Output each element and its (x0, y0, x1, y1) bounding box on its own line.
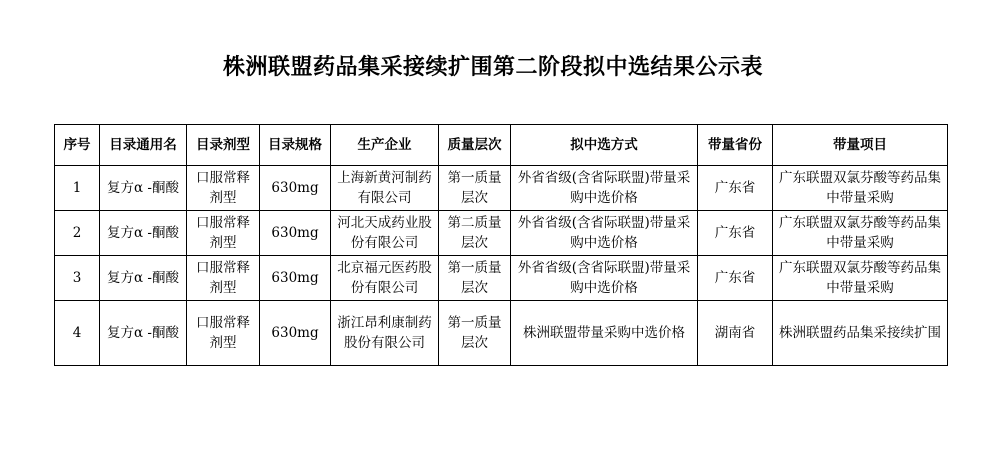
table-header-row (55, 125, 948, 166)
table-row (55, 166, 948, 211)
cell-procurement-project: 株洲联盟药品集采接续扩围 (773, 301, 948, 366)
header-quality-level: 质量层次 (439, 125, 511, 166)
cell-selection-method: 株洲联盟带量采购中选价格 (511, 301, 698, 366)
header-index: 序号 (55, 125, 100, 166)
cell-procurement-project: 广东联盟双氯芬酸等药品集中带量采购 (773, 256, 948, 301)
cell-index: 1 (55, 166, 100, 211)
cell-manufacturer: 北京福元医药股份有限公司 (331, 256, 439, 301)
cell-selection-method: 外省省级(含省际联盟)带量采购中选价格 (511, 256, 698, 301)
cell-province: 湖南省 (698, 301, 773, 366)
cell-manufacturer: 上海新黄河制药有限公司 (331, 166, 439, 211)
cell-dosage-form: 口服常释剂型 (187, 301, 260, 366)
cell-dosage-form: 口服常释剂型 (187, 256, 260, 301)
cell-quality-level: 第一质量层次 (439, 256, 511, 301)
cell-selection-method: 外省省级(含省际联盟)带量采购中选价格 (511, 211, 698, 256)
cell-manufacturer: 浙江昂利康制药股份有限公司 (331, 301, 439, 366)
cell-province: 广东省 (698, 166, 773, 211)
cell-generic-name: 复方α -酮酸 (100, 211, 187, 256)
cell-procurement-project: 广东联盟双氯芬酸等药品集中带量采购 (773, 211, 948, 256)
table-row (55, 256, 948, 301)
header-procurement-project: 带量项目 (773, 125, 948, 166)
cell-generic-name: 复方α -酮酸 (100, 301, 187, 366)
document-title: 株洲联盟药品集采接续扩围第二阶段拟中选结果公示表 (222, 55, 763, 80)
cell-province: 广东省 (698, 211, 773, 256)
header-specification: 目录规格 (260, 125, 331, 166)
cell-dosage-form: 口服常释剂型 (187, 211, 260, 256)
cell-index: 3 (55, 256, 100, 301)
cell-province: 广东省 (698, 256, 773, 301)
cell-generic-name: 复方α -酮酸 (100, 166, 187, 211)
cell-procurement-project: 广东联盟双氯芬酸等药品集中带量采购 (773, 166, 948, 211)
cell-index: 2 (55, 211, 100, 256)
cell-specification: 630mg (260, 301, 331, 366)
header-dosage-form: 目录剂型 (187, 125, 260, 166)
result-table (54, 124, 948, 366)
cell-generic-name: 复方α -酮酸 (100, 256, 187, 301)
cell-quality-level: 第一质量层次 (439, 166, 511, 211)
cell-specification: 630mg (260, 166, 331, 211)
cell-dosage-form: 口服常释剂型 (187, 166, 260, 211)
header-generic-name: 目录通用名 (100, 125, 187, 166)
cell-quality-level: 第二质量层次 (439, 211, 511, 256)
header-province: 带量省份 (698, 125, 773, 166)
header-manufacturer: 生产企业 (331, 125, 439, 166)
cell-specification: 630mg (260, 256, 331, 301)
table-row (55, 301, 948, 366)
cell-index: 4 (55, 301, 100, 366)
header-selection-method: 拟中选方式 (511, 125, 698, 166)
cell-selection-method: 外省省级(含省际联盟)带量采购中选价格 (511, 166, 698, 211)
cell-specification: 630mg (260, 211, 331, 256)
cell-quality-level: 第一质量层次 (439, 301, 511, 366)
table-row (55, 211, 948, 256)
cell-manufacturer: 河北天成药业股份有限公司 (331, 211, 439, 256)
